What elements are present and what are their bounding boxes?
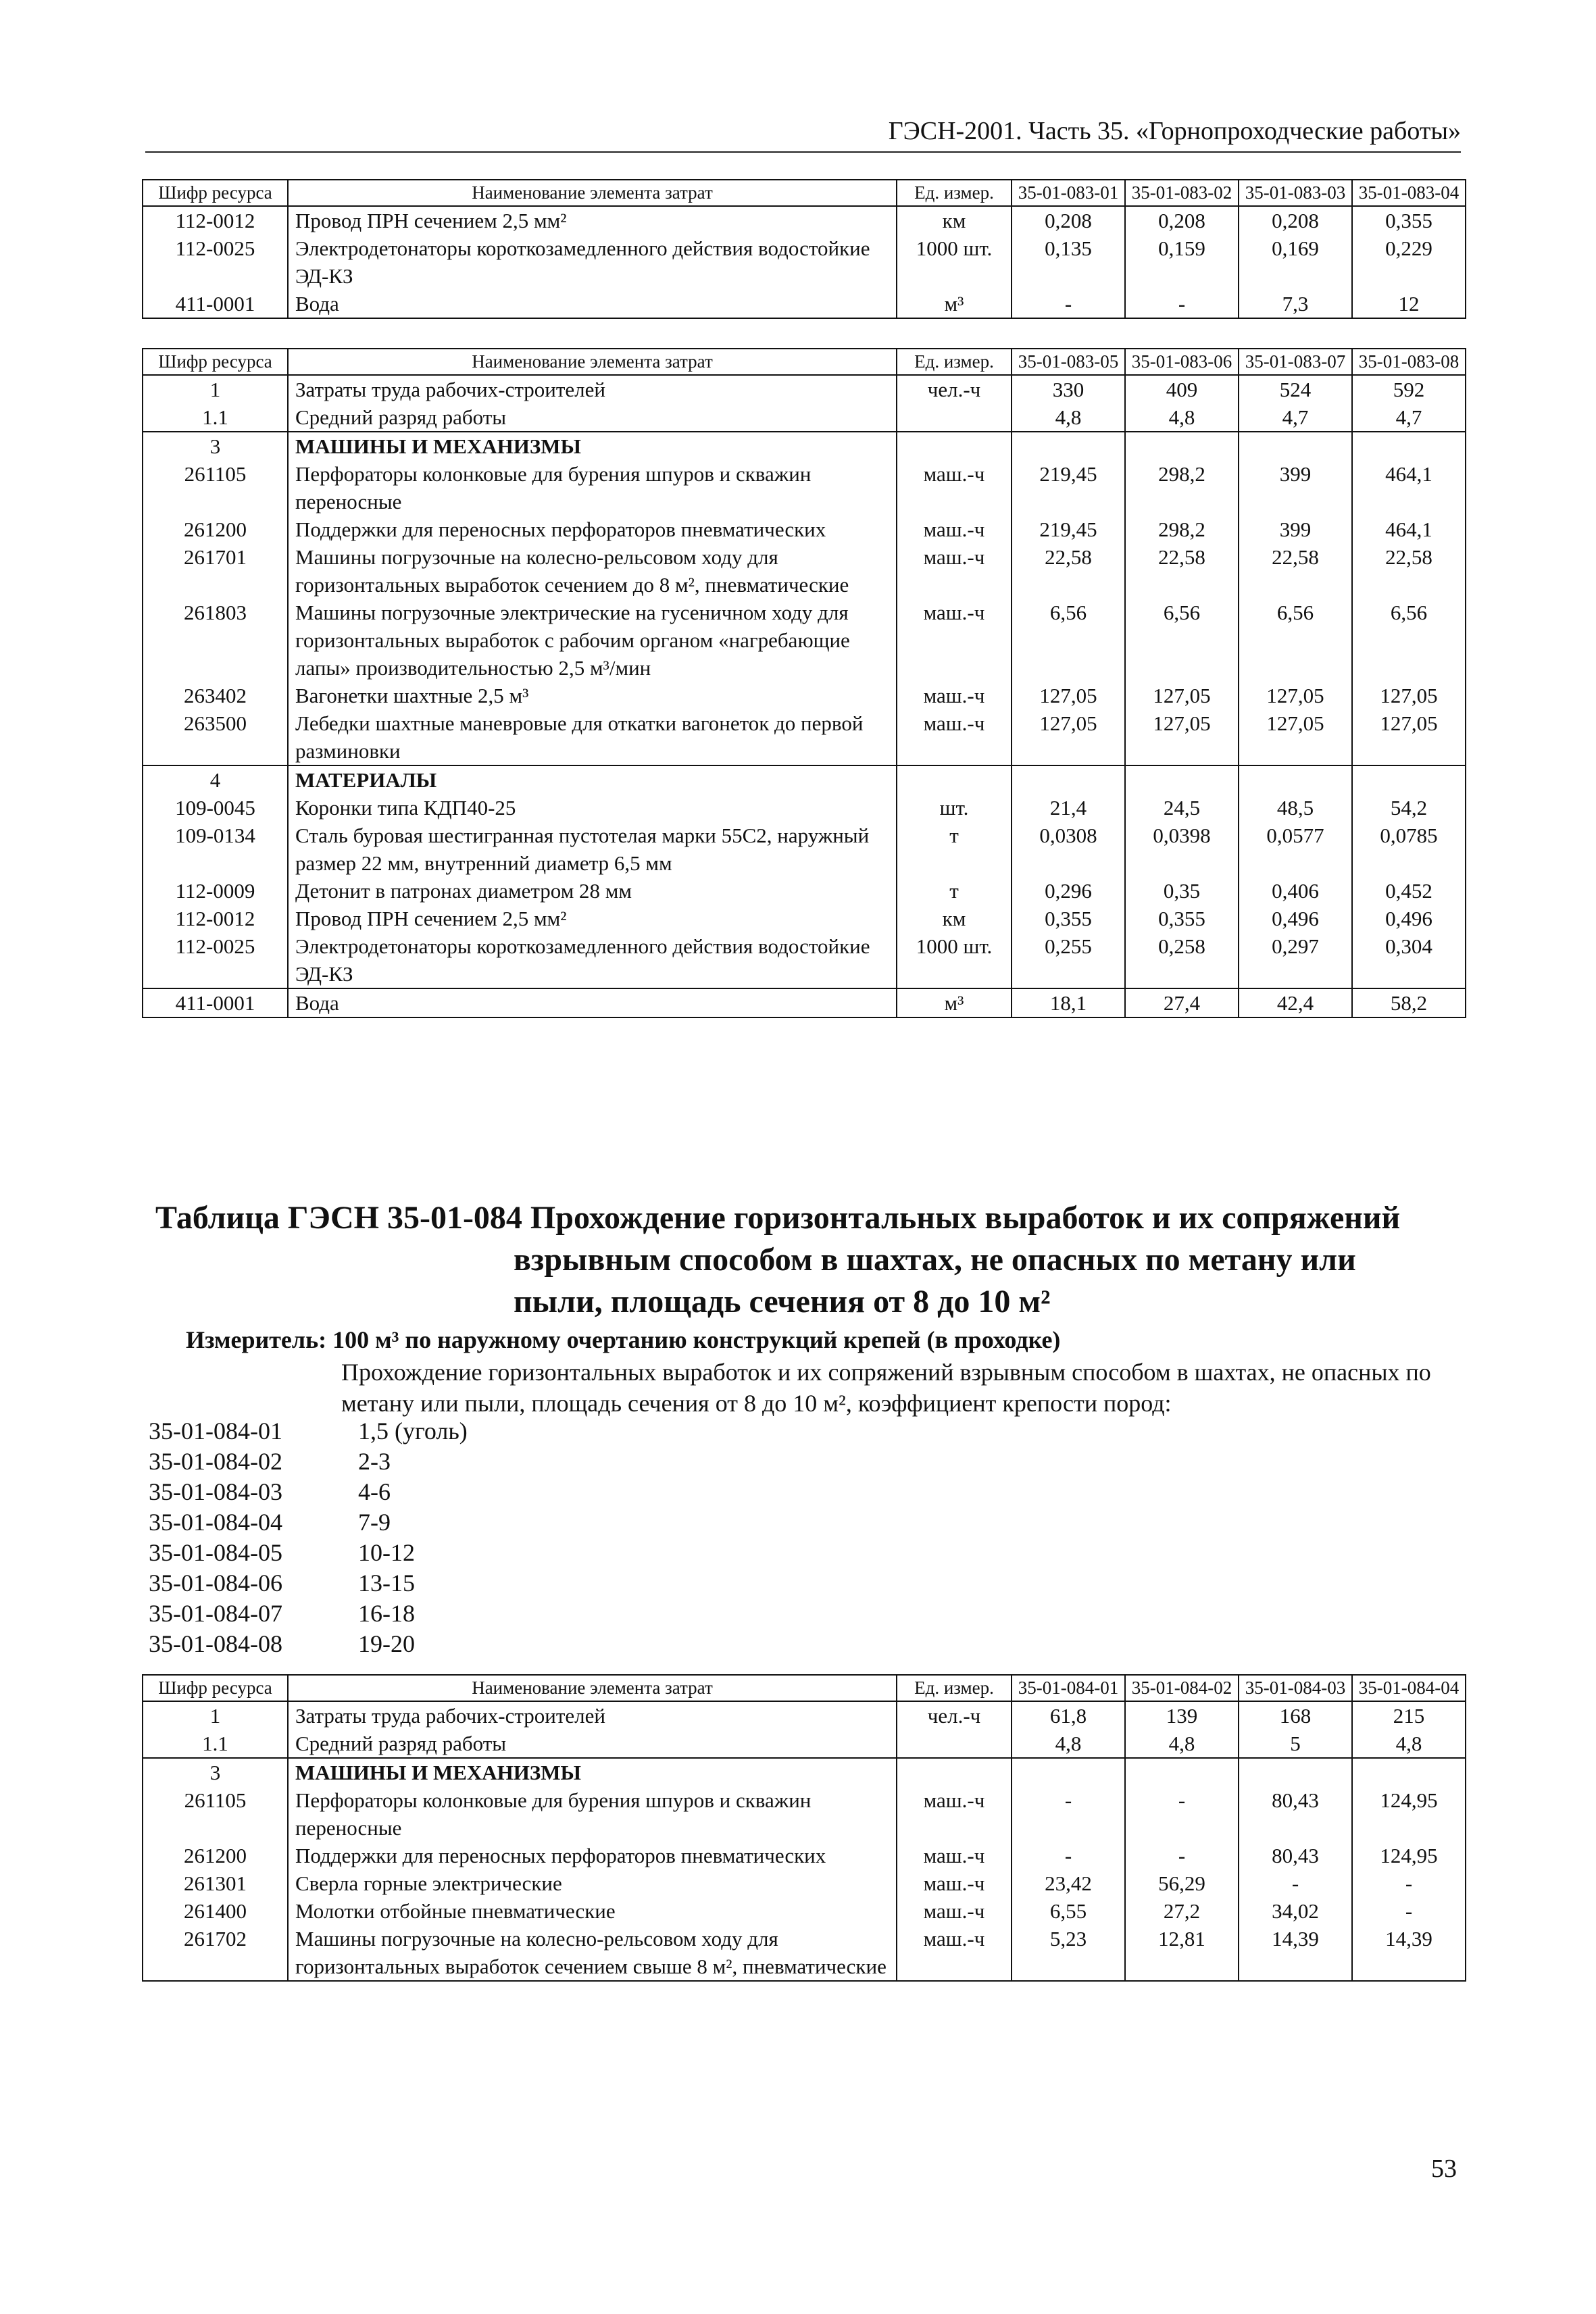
value-cell: - <box>1125 290 1239 318</box>
resource-name: Лебедки шахтные маневровые для откатки вагонеток до первой разминовки <box>288 709 897 765</box>
resource-code: 261105 <box>143 1786 288 1842</box>
unit-cell <box>897 765 1012 794</box>
resource-code: 411-0001 <box>143 290 288 318</box>
code-list-item <box>149 1568 468 1599</box>
value-cell: 0,169 <box>1239 234 1352 290</box>
table-row <box>143 1897 1466 1925</box>
value-cell: 4,8 <box>1125 403 1239 432</box>
page-number: 53 <box>1431 2155 1457 2183</box>
unit-cell <box>897 432 1012 460</box>
col-header-norm: 35-01-083-01 <box>1012 180 1125 206</box>
value-cell <box>1239 765 1352 794</box>
resource-name: Молотки отбойные пневматические <box>288 1897 897 1925</box>
code-list-item <box>149 1599 468 1629</box>
norm-code: 35-01-084-04 <box>149 1509 282 1536</box>
value-cell: 0,297 <box>1239 932 1352 988</box>
unit-cell: м³ <box>897 290 1012 318</box>
unit-cell: маш.-ч <box>897 1842 1012 1869</box>
unit-cell: маш.-ч <box>897 1897 1012 1925</box>
rock-hardness: 7-9 <box>358 1509 391 1536</box>
value-cell: 127,05 <box>1125 709 1239 765</box>
value-cell <box>1352 765 1466 794</box>
value-cell: 18,1 <box>1012 988 1125 1017</box>
value-cell: 399 <box>1239 460 1352 515</box>
value-cell: 219,45 <box>1012 460 1125 515</box>
value-cell: 464,1 <box>1352 460 1466 515</box>
value-cell: 298,2 <box>1125 460 1239 515</box>
value-cell: 7,3 <box>1239 290 1352 318</box>
rock-hardness: 13-15 <box>358 1569 415 1596</box>
resource-code: 261702 <box>143 1925 288 1981</box>
cost-table-084 <box>142 1674 1466 1982</box>
unit-cell: маш.-ч <box>897 460 1012 515</box>
value-cell: 127,05 <box>1239 682 1352 709</box>
resource-code: 112-0009 <box>143 877 288 905</box>
resource-name: Провод ПРН сечением 2,5 мм² <box>288 905 897 932</box>
value-cell: 6,56 <box>1012 599 1125 682</box>
unit-cell: км <box>897 905 1012 932</box>
value-cell: 4,8 <box>1125 1730 1239 1758</box>
value-cell: 6,56 <box>1352 599 1466 682</box>
col-header-name: Наименование элемента затрат <box>288 1675 897 1701</box>
table-row <box>143 206 1466 234</box>
value-cell: 14,39 <box>1352 1925 1466 1981</box>
value-cell: - <box>1012 1842 1125 1869</box>
unit-cell: т <box>897 822 1012 877</box>
table-row <box>143 1758 1466 1786</box>
col-header-norm: 35-01-084-01 <box>1012 1675 1125 1701</box>
resource-code: 1.1 <box>143 1730 288 1758</box>
code-list-item <box>149 1416 468 1447</box>
value-cell: 0,355 <box>1125 905 1239 932</box>
value-cell: 464,1 <box>1352 515 1466 543</box>
code-list-item <box>149 1507 468 1538</box>
resource-code: 261400 <box>143 1897 288 1925</box>
value-cell: 139 <box>1125 1701 1239 1730</box>
value-cell <box>1239 432 1352 460</box>
table-row <box>143 932 1466 988</box>
section-heading: МАШИНЫ И МЕХАНИЗМЫ <box>288 432 897 460</box>
value-cell: 215 <box>1352 1701 1466 1730</box>
value-cell: 0,208 <box>1012 206 1125 234</box>
resource-code: 261301 <box>143 1869 288 1897</box>
unit-cell: шт. <box>897 794 1012 822</box>
rock-hardness: 16-18 <box>358 1600 415 1627</box>
resource-name: Сверла горные электрические <box>288 1869 897 1897</box>
table-row <box>143 543 1466 599</box>
table-row <box>143 375 1466 403</box>
resource-code: 109-0134 <box>143 822 288 877</box>
resource-name: Затраты труда рабочих-строителей <box>288 1701 897 1730</box>
value-cell: 61,8 <box>1012 1701 1125 1730</box>
resource-name: Поддержки для переносных перфораторов пневматических <box>288 1842 897 1869</box>
table-header-row <box>143 349 1466 375</box>
table-row <box>143 403 1466 432</box>
col-header-norm: 35-01-084-03 <box>1239 1675 1352 1701</box>
table-row <box>143 905 1466 932</box>
value-cell: 24,5 <box>1125 794 1239 822</box>
table-row <box>143 234 1466 290</box>
value-cell: 48,5 <box>1239 794 1352 822</box>
value-cell: - <box>1239 1869 1352 1897</box>
value-cell: 0,208 <box>1125 206 1239 234</box>
unit-cell: маш.-ч <box>897 1786 1012 1842</box>
rock-hardness: 1,5 (уголь) <box>358 1417 468 1444</box>
value-cell: 0,0398 <box>1125 822 1239 877</box>
table-row <box>143 1786 1466 1842</box>
resource-code: 112-0025 <box>143 234 288 290</box>
title-line-2: взрывным способом в шахтах, не опасных по метану или <box>514 1242 1356 1278</box>
resource-name: Средний разряд работы <box>288 1730 897 1758</box>
value-cell: 4,7 <box>1239 403 1352 432</box>
value-cell <box>1012 1758 1125 1786</box>
value-cell: 399 <box>1239 515 1352 543</box>
value-cell <box>1012 432 1125 460</box>
value-cell: - <box>1012 1786 1125 1842</box>
table-row <box>143 794 1466 822</box>
resource-name: Коронки типа КДП40-25 <box>288 794 897 822</box>
value-cell: 22,58 <box>1239 543 1352 599</box>
norm-code: 35-01-084-06 <box>149 1569 282 1596</box>
col-header-norm: 35-01-083-05 <box>1012 349 1125 375</box>
resource-name: Вода <box>288 290 897 318</box>
table-title <box>155 1197 1439 1323</box>
value-cell: 0,0308 <box>1012 822 1125 877</box>
resource-name: Электродетонаторы короткозамедленного действия водостойкие ЭД-КЗ <box>288 932 897 988</box>
norm-code: 35-01-084-02 <box>149 1448 282 1475</box>
value-cell: 5,23 <box>1012 1925 1125 1981</box>
table-row <box>143 1869 1466 1897</box>
value-cell: 6,56 <box>1239 599 1352 682</box>
norm-code: 35-01-084-08 <box>149 1630 282 1657</box>
value-cell: 127,05 <box>1352 682 1466 709</box>
value-cell: 0,406 <box>1239 877 1352 905</box>
col-header-norm: 35-01-083-03 <box>1239 180 1352 206</box>
unit-cell: маш.-ч <box>897 599 1012 682</box>
resource-code: 261701 <box>143 543 288 599</box>
col-header-name: Наименование элемента затрат <box>288 349 897 375</box>
value-cell: 0,159 <box>1125 234 1239 290</box>
unit-cell: маш.-ч <box>897 709 1012 765</box>
value-cell: 219,45 <box>1012 515 1125 543</box>
value-cell: 0,208 <box>1239 206 1352 234</box>
table-row <box>143 709 1466 765</box>
table-row <box>143 1701 1466 1730</box>
value-cell: 5 <box>1239 1730 1352 1758</box>
unit-cell: т <box>897 877 1012 905</box>
rock-hardness: 10-12 <box>358 1539 415 1566</box>
value-cell: 127,05 <box>1012 682 1125 709</box>
value-cell: 0,35 <box>1125 877 1239 905</box>
resource-name: Перфораторы колонковые для бурения шпуров и скважин переносные <box>288 1786 897 1842</box>
table-row <box>143 877 1466 905</box>
title-line-1: Таблица ГЭСН 35-01-084 Прохождение горизонтальных выработок и их сопряжений <box>155 1200 1401 1236</box>
value-cell: 127,05 <box>1239 709 1352 765</box>
value-cell: - <box>1012 290 1125 318</box>
value-cell: 524 <box>1239 375 1352 403</box>
value-cell: 127,05 <box>1012 709 1125 765</box>
value-cell: - <box>1125 1842 1239 1869</box>
unit-cell: 1000 шт. <box>897 932 1012 988</box>
value-cell: 0,255 <box>1012 932 1125 988</box>
col-header-unit: Ед. измер. <box>897 1675 1012 1701</box>
table-row <box>143 432 1466 460</box>
value-cell: 124,95 <box>1352 1842 1466 1869</box>
code-list-item <box>149 1447 468 1477</box>
resource-code: 1.1 <box>143 403 288 432</box>
running-header: ГЭСН-2001. Часть 35. «Горнопроходческие работы» <box>145 116 1461 153</box>
col-header-name: Наименование элемента затрат <box>288 180 897 206</box>
rock-hardness: 2-3 <box>358 1448 391 1475</box>
unit-cell: маш.-ч <box>897 1925 1012 1981</box>
resource-name: Машины погрузочные электрические на гусеничном ходу для горизонтальных выработок с рабочим органом «нагребающие лапы» производительностью 2,5 м³/мин <box>288 599 897 682</box>
resource-name: Средний разряд работы <box>288 403 897 432</box>
value-cell: 0,0577 <box>1239 822 1352 877</box>
value-cell: 0,452 <box>1352 877 1466 905</box>
section-heading: МАТЕРИАЛЫ <box>288 765 897 794</box>
resource-name: Затраты труда рабочих-строителей <box>288 375 897 403</box>
resource-name: Вода <box>288 988 897 1017</box>
resource-name: Перфораторы колонковые для бурения шпуров и скважин переносные <box>288 460 897 515</box>
col-header-norm: 35-01-083-06 <box>1125 349 1239 375</box>
resource-code: 112-0012 <box>143 206 288 234</box>
col-header-code: Шифр ресурса <box>143 1675 288 1701</box>
value-cell: 14,39 <box>1239 1925 1352 1981</box>
section-heading: МАШИНЫ И МЕХАНИЗМЫ <box>288 1758 897 1786</box>
unit-cell: чел.-ч <box>897 1701 1012 1730</box>
value-cell: 22,58 <box>1352 543 1466 599</box>
resource-code: 1 <box>143 375 288 403</box>
value-cell: 4,8 <box>1352 1730 1466 1758</box>
table-row <box>143 1842 1466 1869</box>
value-cell <box>1125 765 1239 794</box>
col-header-code: Шифр ресурса <box>143 349 288 375</box>
value-cell: 22,58 <box>1125 543 1239 599</box>
unit-cell: км <box>897 206 1012 234</box>
value-cell: 127,05 <box>1352 709 1466 765</box>
resource-name: Поддержки для переносных перфораторов пневматических <box>288 515 897 543</box>
unit-cell: 1000 шт. <box>897 234 1012 290</box>
col-header-norm: 35-01-083-07 <box>1239 349 1352 375</box>
col-header-norm: 35-01-083-04 <box>1352 180 1466 206</box>
table-header-row <box>143 1675 1466 1701</box>
value-cell: 0,296 <box>1012 877 1125 905</box>
value-cell: 0,355 <box>1012 905 1125 932</box>
value-cell: 4,7 <box>1352 403 1466 432</box>
value-cell: 21,4 <box>1012 794 1125 822</box>
unit-cell <box>897 1730 1012 1758</box>
table-row <box>143 988 1466 1017</box>
unit-cell <box>897 1758 1012 1786</box>
value-cell <box>1125 1758 1239 1786</box>
norm-code: 35-01-084-03 <box>149 1478 282 1505</box>
resource-name: Машины погрузочные на колесно-рельсовом ходу для горизонтальных выработок сечением свыше 8 м², пневматические <box>288 1925 897 1981</box>
value-cell: 0,496 <box>1352 905 1466 932</box>
unit-cell <box>897 403 1012 432</box>
col-header-unit: Ед. измер. <box>897 349 1012 375</box>
value-cell: 0,0785 <box>1352 822 1466 877</box>
value-cell: 330 <box>1012 375 1125 403</box>
resource-code: 261105 <box>143 460 288 515</box>
unit-cell: м³ <box>897 988 1012 1017</box>
value-cell: 58,2 <box>1352 988 1466 1017</box>
table-row <box>143 1730 1466 1758</box>
value-cell: 27,2 <box>1125 1897 1239 1925</box>
resource-name: Сталь буровая шестигранная пустотелая марки 55С2, наружный размер 22 мм, внутренний диаметр 6,5 мм <box>288 822 897 877</box>
table-row <box>143 822 1466 877</box>
value-cell: 42,4 <box>1239 988 1352 1017</box>
value-cell: 34,02 <box>1239 1897 1352 1925</box>
col-header-norm: 35-01-083-02 <box>1125 180 1239 206</box>
value-cell: 124,95 <box>1352 1786 1466 1842</box>
value-cell: 22,58 <box>1012 543 1125 599</box>
norm-code: 35-01-084-05 <box>149 1539 282 1566</box>
code-list <box>149 1416 468 1659</box>
col-header-unit: Ед. измер. <box>897 180 1012 206</box>
unit-cell: маш.-ч <box>897 1869 1012 1897</box>
value-cell <box>1352 432 1466 460</box>
table-row <box>143 682 1466 709</box>
code-list-item <box>149 1629 468 1659</box>
table-row <box>143 765 1466 794</box>
value-cell: - <box>1352 1869 1466 1897</box>
value-cell: 168 <box>1239 1701 1352 1730</box>
unit-cell: чел.-ч <box>897 375 1012 403</box>
rock-hardness: 4-6 <box>358 1478 391 1505</box>
value-cell: 23,42 <box>1012 1869 1125 1897</box>
value-cell <box>1125 432 1239 460</box>
resource-name: Детонит в патронах диаметром 28 мм <box>288 877 897 905</box>
value-cell: 409 <box>1125 375 1239 403</box>
norm-code: 35-01-084-07 <box>149 1600 282 1627</box>
table-row <box>143 460 1466 515</box>
value-cell: 80,43 <box>1239 1842 1352 1869</box>
resource-code: 112-0012 <box>143 905 288 932</box>
value-cell: 4,8 <box>1012 403 1125 432</box>
table-row <box>143 599 1466 682</box>
value-cell: 0,229 <box>1352 234 1466 290</box>
resource-name: Вагонетки шахтные 2,5 м³ <box>288 682 897 709</box>
table-header-row <box>143 180 1466 206</box>
resource-code: 112-0025 <box>143 932 288 988</box>
value-cell: 80,43 <box>1239 1786 1352 1842</box>
resource-name: Машины погрузочные на колесно-рельсовом ходу для горизонтальных выработок сечением до 8 м², пневматические <box>288 543 897 599</box>
resource-code: 261200 <box>143 1842 288 1869</box>
value-cell: - <box>1352 1897 1466 1925</box>
col-header-code: Шифр ресурса <box>143 180 288 206</box>
col-header-norm: 35-01-083-08 <box>1352 349 1466 375</box>
value-cell: - <box>1125 1786 1239 1842</box>
resource-code: 3 <box>143 1758 288 1786</box>
resource-code: 263500 <box>143 709 288 765</box>
value-cell: 6,55 <box>1012 1897 1125 1925</box>
table-row <box>143 1925 1466 1981</box>
title-line-3: пыли, площадь сечения от 8 до 10 м² <box>514 1284 1051 1319</box>
value-cell <box>1012 765 1125 794</box>
resource-code: 1 <box>143 1701 288 1730</box>
norm-code: 35-01-084-01 <box>149 1417 282 1444</box>
cost-table-083-part2 <box>142 348 1466 1018</box>
rock-hardness: 19-20 <box>358 1630 415 1657</box>
code-list-item <box>149 1538 468 1568</box>
resource-code: 3 <box>143 432 288 460</box>
table-row <box>143 515 1466 543</box>
value-cell: 27,4 <box>1125 988 1239 1017</box>
col-header-norm: 35-01-084-02 <box>1125 1675 1239 1701</box>
value-cell: 56,29 <box>1125 1869 1239 1897</box>
value-cell: 0,258 <box>1125 932 1239 988</box>
resource-code: 263402 <box>143 682 288 709</box>
unit-cell: маш.-ч <box>897 543 1012 599</box>
measure-unit: Измеритель: 100 м³ по наружному очертанию конструкций крепей (в проходке) <box>186 1326 1061 1353</box>
value-cell: 0,496 <box>1239 905 1352 932</box>
value-cell <box>1239 1758 1352 1786</box>
value-cell: 6,56 <box>1125 599 1239 682</box>
cost-table-083-part1 <box>142 179 1466 319</box>
value-cell: 54,2 <box>1352 794 1466 822</box>
unit-cell: маш.-ч <box>897 515 1012 543</box>
value-cell: 0,304 <box>1352 932 1466 988</box>
resource-code: 261200 <box>143 515 288 543</box>
col-header-norm: 35-01-084-04 <box>1352 1675 1466 1701</box>
value-cell: 12,81 <box>1125 1925 1239 1981</box>
value-cell <box>1352 1758 1466 1786</box>
value-cell: 0,355 <box>1352 206 1466 234</box>
table-description: Прохождение горизонтальных выработок и их сопряжений взрывным способом в шахтах, не опасных по метану или пыли, площадь сечения от 8 до 10 м², коэффициент крепости пород: <box>341 1359 1431 1417</box>
value-cell: 592 <box>1352 375 1466 403</box>
resource-code: 4 <box>143 765 288 794</box>
value-cell: 12 <box>1352 290 1466 318</box>
value-cell: 298,2 <box>1125 515 1239 543</box>
value-cell: 127,05 <box>1125 682 1239 709</box>
code-list-item <box>149 1477 468 1507</box>
table-row <box>143 290 1466 318</box>
value-cell: 0,135 <box>1012 234 1125 290</box>
value-cell: 4,8 <box>1012 1730 1125 1758</box>
resource-name: Электродетонаторы короткозамедленного действия водостойкие ЭД-КЗ <box>288 234 897 290</box>
resource-code: 411-0001 <box>143 988 288 1017</box>
resource-code: 261803 <box>143 599 288 682</box>
resource-name: Провод ПРН сечением 2,5 мм² <box>288 206 897 234</box>
unit-cell: маш.-ч <box>897 682 1012 709</box>
resource-code: 109-0045 <box>143 794 288 822</box>
